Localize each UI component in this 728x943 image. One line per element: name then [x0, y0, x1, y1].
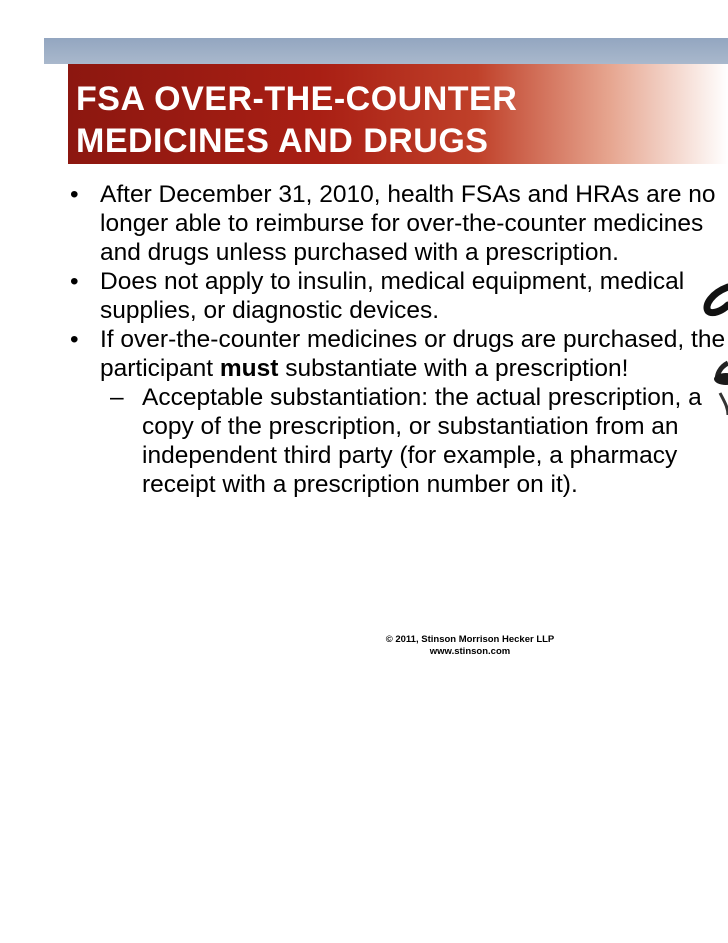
slide-title-line-2: MEDICINES AND DRUGS: [76, 122, 489, 160]
sub-bullet-item: [100, 383, 728, 499]
sub-bullet-text: Acceptable substantiation: the actual prescription, a copy of the prescription, or substantiation from an independent third party (for example, a pharmacy receipt with a prescription number on it).: [142, 384, 702, 498]
bullet-list: [66, 180, 728, 499]
footer-copyright: © 2011, Stinson Morrison Hecker LLP: [385, 634, 555, 645]
slide-title-line-1: FSA OVER-THE-COUNTER: [76, 80, 518, 118]
bullet-marker: •: [70, 181, 79, 208]
bullet-item: [66, 267, 728, 325]
bullet-item: [66, 180, 728, 267]
slide-title: [76, 78, 696, 162]
footer-website: www.stinson.com: [429, 646, 511, 657]
footer: [340, 634, 600, 658]
bullet-text: Does not apply to insulin, medical equipment, medical supplies, or diagnostic devices.: [100, 268, 685, 324]
bullet-text-end: substantiate with a prescription!: [278, 355, 629, 382]
sub-bullet-list: [100, 383, 728, 499]
bullet-text-emphasis: must: [219, 355, 279, 382]
header-blue-band: [44, 38, 728, 64]
bullet-item: [66, 325, 728, 499]
bullet-marker: •: [70, 268, 79, 295]
bullet-text: After December 31, 2010, health FSAs and HRAs are no longer able to reimburse for over-the-counter medicines and drugs unless purchased with a prescription.: [100, 181, 716, 266]
bullet-text-start: If over-the-counter medicines or drugs are purchased, the participant: [100, 326, 726, 382]
sub-bullet-marker: –: [110, 384, 124, 411]
bullet-marker: •: [70, 326, 79, 353]
slide-body: [66, 180, 728, 499]
